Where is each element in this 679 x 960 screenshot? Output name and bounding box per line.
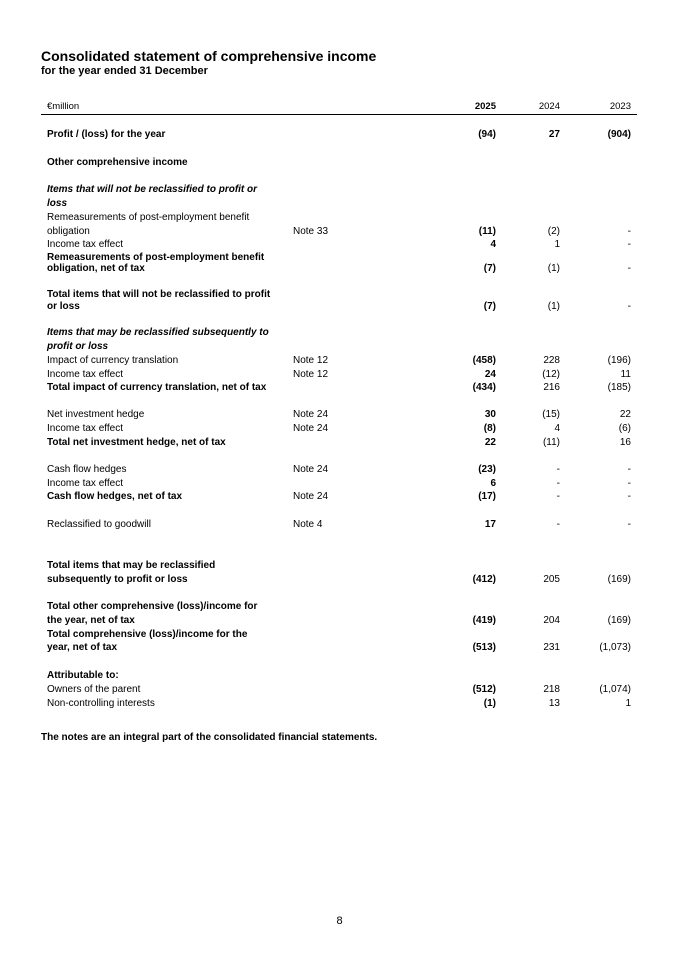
section-heading: Attributable to: — [47, 670, 119, 681]
total-row: Total comprehensive (loss)/income for the — [47, 629, 248, 640]
table-row: Income tax effect Note 12 24 (12) 11 — [47, 369, 631, 380]
table-row: Owners of the parent (512) 218 (1,074) — [47, 684, 631, 695]
total-row: or loss (7) (1) - — [47, 301, 631, 312]
table-row: Cash flow hedges Note 24 (23) - - — [47, 464, 631, 475]
footnote: The notes are an integral part of the consolidated financial statements. — [41, 732, 378, 743]
subtotal-row: obligation, net of tax (7) (1) - — [47, 263, 631, 274]
section-subheading: Items that may be reclassified subsequently to — [47, 327, 269, 338]
year-header-2025: 2025 — [474, 101, 496, 112]
table-row: Income tax effect 6 - - — [47, 478, 631, 489]
statement-subtitle: for the year ended 31 December — [41, 65, 208, 77]
table-row: Reclassified to goodwill Note 4 17 - - — [47, 519, 631, 530]
unit-header: €million — [47, 101, 80, 112]
table-row: Net investment hedge Note 24 30 (15) 22 — [47, 409, 631, 420]
table-row: Remeasurements of post-employment benefit — [47, 212, 250, 223]
table-row: Income tax effect Note 24 (8) 4 (6) — [47, 423, 631, 434]
total-row: year, net of tax (513) 231 (1,073) — [47, 642, 631, 653]
section-subheading: profit or loss — [47, 341, 109, 352]
subtotal-row: Remeasurements of post-employment benefit — [47, 252, 265, 263]
statement-title: Consolidated statement of comprehensive income — [41, 48, 377, 64]
total-row: the year, net of tax (419) 204 (169) — [47, 615, 631, 626]
header-divider — [41, 114, 637, 115]
total-row: Total items that may be reclassified — [47, 560, 216, 571]
table-row: Income tax effect 4 1 - — [47, 239, 631, 250]
subtotal-row: Cash flow hedges, net of tax Note 24 (17) - - — [47, 491, 631, 502]
subtotal-row: Total net investment hedge, net of tax 22 (11) 16 — [47, 437, 631, 448]
total-row: subsequently to profit or loss (412) 205 (169) — [47, 574, 631, 585]
page-number: 8 — [336, 915, 343, 927]
table-row: Non-controlling interests (1) 13 1 — [47, 698, 631, 709]
section-subheading: Items that will not be reclassified to profit or — [47, 184, 258, 195]
table-row: Impact of currency translation Note 12 (458) 228 (196) — [47, 355, 631, 366]
year-header-2023: 2023 — [609, 101, 631, 112]
table-row: obligation Note 33 (11) (2) - — [47, 226, 631, 237]
total-row: Total items that will not be reclassified to profit — [47, 289, 271, 300]
section-heading: Other comprehensive income — [47, 157, 188, 168]
table-row: Profit / (loss) for the year (94) 27 (904) — [47, 129, 631, 140]
total-row: Total other comprehensive (loss)/income for — [47, 601, 258, 612]
year-header-2024: 2024 — [538, 101, 560, 112]
section-subheading: loss — [47, 198, 68, 209]
subtotal-row: Total impact of currency translation, net of tax (434) 216 (185) — [47, 382, 631, 393]
